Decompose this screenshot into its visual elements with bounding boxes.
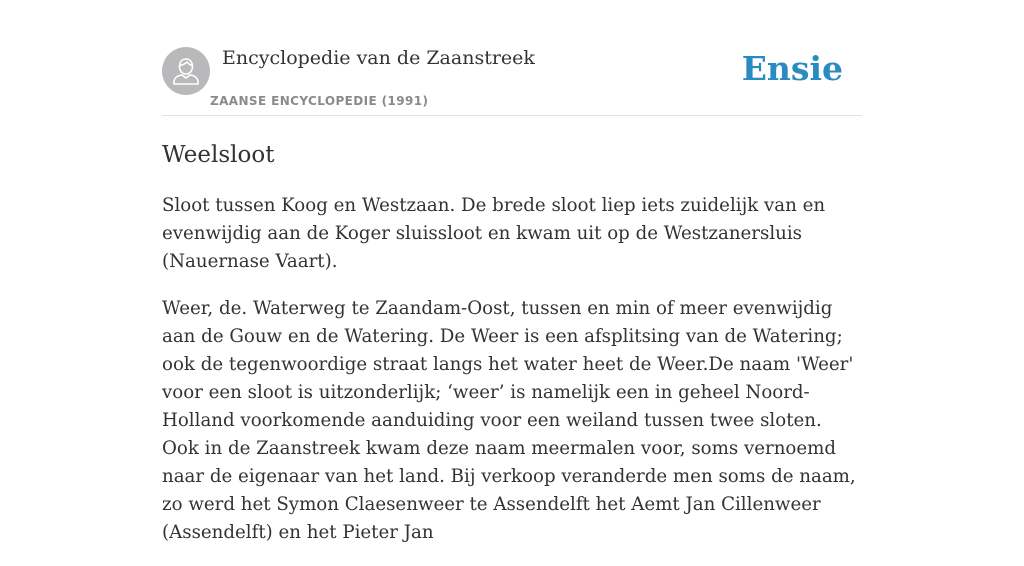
page-title: Weelsloot — [162, 142, 275, 168]
content-column — [162, 0, 862, 543]
brand-logo[interactable]: Ensie — [741, 49, 843, 88]
avatar[interactable] — [162, 47, 210, 95]
user-icon — [162, 47, 210, 95]
entry-paragraph: Weer, de. Waterweg te Zaandam-Oost, tussen en min of meer evenwijdig aan de Gouw en de Watering. De Weer is een afsplitsing van de Watering; ook de tegenwoordige straat langs het water heet de Weer.De naam 'Weer' voor een sloot is uitzonderlijk; ‘weer’ is namelijk een in geheel Noord-Holland voorkomende aanduiding voor een weiland tussen twee sloten. Ook in de Zaanstreek kwam deze naam meermalen voor, soms vernoemd naar de eigenaar van het land. Bij verkoop veranderde men soms de naam, zo werd het Symon Claesenweer te Assendelft het Aemt Jan Cillenweer (Assendelft) en het Pieter Jan — [162, 298, 856, 543]
source-header — [162, 0, 862, 116]
entry-paragraph: Sloot tussen Koog en Westzaan. De brede sloot liep iets zuidelijk van en evenwijdig aan de Koger sluissloot en kwam uit op de Westzanersluis (Nauernase Vaart). — [162, 195, 826, 272]
source-subtitle: ZAANSE ENCYCLOPEDIE (1991) — [210, 94, 429, 108]
source-title[interactable]: Encyclopedie van de Zaanstreek — [222, 47, 535, 69]
entry-body — [162, 192, 862, 566]
